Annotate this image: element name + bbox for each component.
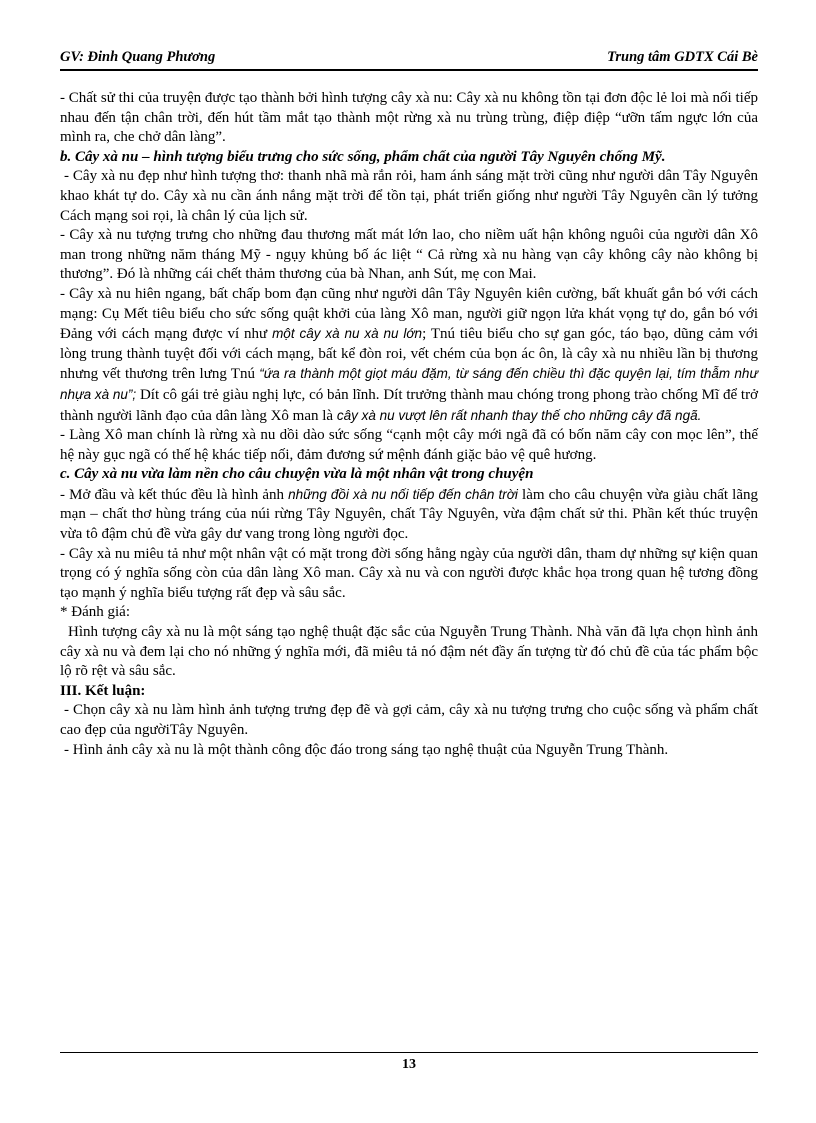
quote-text: “ứa ra thành một giọt máu đặm, từ sáng đến chiều thì đặc quyện lại, tím thẫm như nhựa xà nu”; — [60, 366, 758, 402]
paragraph: - Mở đầu và kết thúc đều là hình ảnh những đồi xà nu nối tiếp đến chân trời làm cho câu chuyện vừa giàu chất lãng mạn – chất thơ hùng tráng của núi rừng Tây Nguyên, chất Tây Nguyên, vừa đậm chất sử thi. Phần kết thúc truyện vừa tô đậm chủ đề vừa gây dư vang trong lòng người đọc. — [60, 486, 759, 543]
paragraph: - Cây xà nu hiên ngang, bất chấp bom đạn cũng như người dân Tây Nguyên kiên cường, bất khuất gắn bó với cách mạng: Cụ Mết tiêu biểu cho sức sống quật khởi của làng Xô man, người giữ ngọn lửa khát vọng tự do, gắn bó với Đảng với cách mạng được ví như một cây xà nu xà nu lớn; Tnú tiêu biểu cho sự gan góc, táo bạo, dũng cảm với lòng trung thành tuyệt đối với cách mạng, bất kể đòn roi, vết chém của bọn ác ôn, là cây xà nu nhiều lần bị thương nhưng vết thương trên lưng Tnú “ứa ra thành một giọt máu đặm, từ sáng đến chiều thì đặc quyện lại, tím thẫm như nhựa xà nu”; Dít cô gái trẻ giàu nghị lực, có bản lĩnh. Dít trưởng thành mau chóng trong phong trào chống Mĩ để trở thành người lãnh đạo của dân làng Xô man là cây xà nu vượt lên rất nhanh thay thế cho những cây đã ngã. — [60, 285, 759, 424]
section-heading-b: b. Cây xà nu – hình tượng biểu trưng cho sức sống, phẩm chất của người Tây Nguyên chống Mỹ. — [60, 148, 666, 165]
header-institution: Trung tâm GDTX Cái Bè — [607, 49, 758, 65]
quote-text: cây xà nu vượt lên rất nhanh thay thế cho những cây đã ngã. — [336, 407, 702, 423]
page-number: 13 — [402, 1057, 416, 1072]
quote-text: một cây xà nu xà nu lớn — [272, 326, 423, 342]
header-author: GV: Đinh Quang Phương — [60, 49, 216, 65]
paragraph: - Cây xà nu miêu tả như một nhân vật có mặt trong đời sống hằng ngày của người dân, tham dự những sự kiện quan trọng có ý nghĩa sống còn của dân làng Xô man. Cây xà nu và con người được khắc họa trong quan hệ tương đồng tạo mạnh ý nghĩa biểu tượng rất đẹp và sâu sắc. — [60, 545, 758, 601]
quote-text: những đồi xà nu nối tiếp đến chân trời — [288, 486, 518, 502]
section-heading-c: c. Cây xà nu vừa làm nền cho câu chuyện vừa là một nhân vật trong chuyện — [60, 466, 534, 483]
paragraph: - Chất sử thi của truyện được tạo thành bởi hình tượng cây xà nu: Cây xà nu không tồn tại đơn độc lẻ loi mà nối tiếp nhau đến tận chân trời, đến hút tầm mắt tạo thành một rừng xà nu trùng trùng, điệp điệp “ưỡn tấm ngực lớn của mình ra, che chở dân làng”. — [60, 90, 758, 146]
paragraph: Hình tượng cây xà nu là một sáng tạo nghệ thuật đặc sắc của Nguyễn Trung Thành. Nhà văn đã lựa chọn hình ảnh cây xà nu và đem lại cho nó những ý nghĩa mới, đã miêu tả nó đậm nét đầy ấn tượng từ đó chủ đề của tác phẩm bộc lộ rõ rệt và sâu sắc. — [60, 624, 758, 680]
evaluation-label: * Đánh giá: — [60, 604, 130, 621]
page-header — [60, 49, 758, 71]
paragraph: - Làng Xô man chính là rừng xà nu dồi dào sức sống “cạnh một cây mới ngã đã có bốn năm cây con mọc lên”, thế hệ này gục ngã có thế hệ khác tiếp nối, đảm đương sứ mệnh đánh giặc bảo vệ quê hương. — [60, 427, 758, 463]
paragraph: - Chọn cây xà nu làm hình ảnh tượng trưng đẹp đẽ và gợi cảm, cây xà nu tượng trưng cho cuộc sống và phẩm chất cao đẹp của ngườiTây Nguyên. — [60, 702, 758, 738]
section-heading-iii: III. Kết luận: — [60, 682, 146, 699]
paragraph: - Cây xà nu đẹp như hình tượng thơ: thanh nhã mà rắn rỏi, ham ánh sáng mặt trời cũng như người dân Tây Nguyên khao khát tự do. Cây xà nu cần ánh nắng mặt trời để tồn tại, phát triển giống như người Tây Nguyên cần lý tưởng Cách mạng soi rọi, là chân lý của lịch sử. — [60, 168, 758, 224]
page-footer — [60, 1052, 758, 1073]
paragraph: - Hình ảnh cây xà nu là một thành công độc đáo trong sáng tạo nghệ thuật của Nguyễn Trung Thành. — [64, 741, 669, 758]
paragraph: - Cây xà nu tượng trưng cho những đau thương mất mát lớn lao, cho niềm uất hận không nguôi của người dân Xô man trong những năm tháng Mỹ - ngụy khủng bố ác liệt “ Cả rừng xà nu hàng vạn cây không cây nào không bị thương”. Đó là những cái chết thảm thương của bà Nhan, anh Sút, mẹ con Mai. — [60, 227, 758, 283]
document-body — [60, 89, 758, 760]
